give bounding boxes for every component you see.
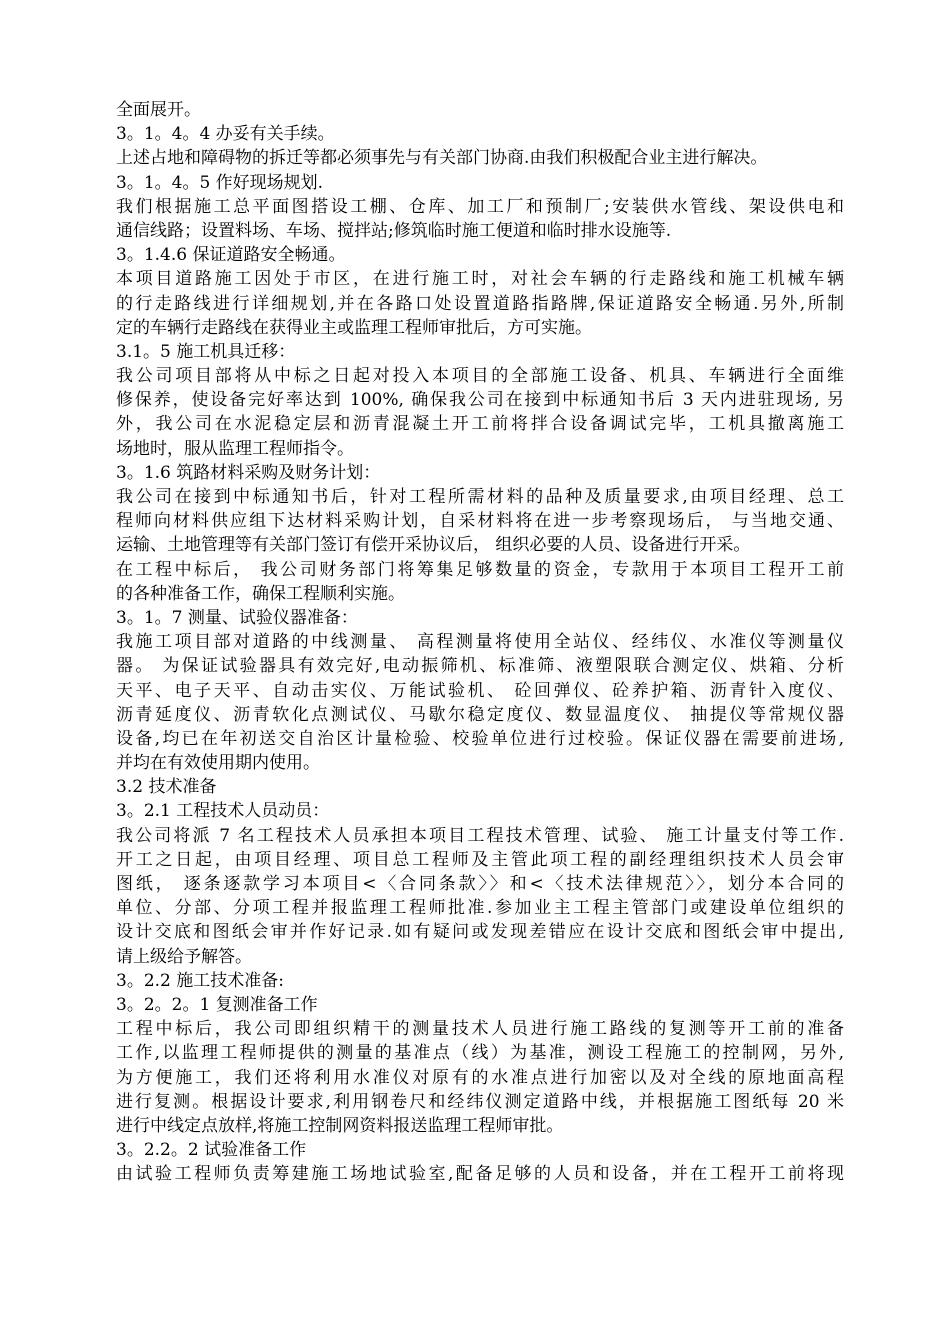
text-line: 修保养，使设备完好率达到 100%, 确保我公司在接到中标通知书后 3 天内进驻现场, 另 [116, 390, 844, 411]
text-line: 3。1。7 测量、试验仪器准备： [116, 607, 358, 628]
text-line: 3。2.1 工程技术人员动员： [116, 801, 330, 822]
text-line: 开工之日起，由项目经理、项目总工程师及主管此项工程的副经理组织技术人员会审 [116, 849, 844, 870]
text-line: 3.2 技术准备 [116, 777, 217, 798]
document-body [116, 98, 844, 1186]
text-line: 为方便施工，我们还将利用水准仪对原有的水准点进行加密以及对全线的原地面高程 [116, 1067, 844, 1088]
text-line: 我公司将派 7 名工程技术人员承担本项目工程技术管理、试验、 施工计量支付等工作. [116, 825, 844, 846]
text-line: 请上级给予解答。 [116, 946, 252, 967]
text-line: 定的车辆行走路线在获得业主或监理工程师审批后，方可实施。 [116, 317, 592, 338]
text-line: 由试验工程师负责筹建施工场地试验室,配备足够的人员和设备，并在工程开工前将现 [116, 1164, 844, 1185]
text-line: 在工程中标后， 我公司财务部门将筹集足够数量的资金，专款用于本项目工程开工前 [116, 559, 844, 580]
text-line: 沥青延度仪、沥青软化点测试仪、马歇尔稳定度仪、数显温度仪、 抽提仪等常规仪器 [116, 704, 844, 725]
text-line: 设备,均已在年初送交自治区计量检验、校验单位进行过校验。保证仪器在需要前进场, [116, 728, 844, 749]
text-line: 图纸， 逐条逐款学习本项目<〈合同条款〉〉和<〈技术法律规范〉〉，划分本合同的 [116, 874, 844, 894]
text-line: 我们根据施工总平面图搭设工棚、仓库、加工厂和预制厂;安装供水管线、架设供电和 [116, 196, 844, 217]
text-line: 器。 为保证试验器具有效完好,电动振筛机、标准筛、液塑限联合测定仪、烘箱、分析 [116, 656, 844, 677]
text-line: 3。2.2 施工技术准备: [116, 970, 284, 991]
text-line: 全面展开。 [116, 100, 201, 120]
text-line: 我公司在接到中标通知书后，针对工程所需材料的品种及质量要求,由项目经理、总工 [116, 487, 844, 507]
text-line: 进行中线定点放样,将施工控制网资料报送监理工程师审批。 [116, 1115, 564, 1136]
text-line: 通信线路；设置料场、车场、搅拌站;修筑临时施工便道和临时排水设施等. [116, 220, 672, 241]
text-line: 外，我公司在水泥稳定层和沥青混凝土开工前将拌合设备调试完毕，工机具撤离施工 [116, 414, 844, 435]
text-line: 设计交底和图纸会审并作好记录.如有疑问或发现差错应在设计交底和图纸会审中提出, [116, 922, 844, 943]
text-line: 场地时，服从监理工程师指令。 [116, 438, 354, 459]
text-line: 3.1。5 施工机具迁移： [116, 341, 296, 362]
text-line: 工作,以监理工程师提供的测量的基准点（线）为基准，测设工程施工的控制网，另外, [116, 1043, 844, 1064]
text-line: 3。1。4。4 办妥有关手续。 [116, 124, 335, 145]
text-line: 单位、分部、分项工程并报监理工程师批准.参加业主工程主管部门或建设单位组织的 [116, 898, 844, 919]
text-line: 天平、电子天平、自动击实仪、万能试验机、 砼回弹仪、砼养护箱、沥青针入度仪、 [116, 680, 844, 701]
text-line: 并均在有效使用期内使用。 [116, 753, 320, 774]
text-line: 3。2.2。2 试验准备工作 [116, 1140, 307, 1161]
text-line: 进行复测。根据设计要求,利用钢卷尺和经纬仪测定道路中线，并根据施工图纸每 20 米 [116, 1091, 844, 1112]
text-line: 程师向材料供应组下达材料采购计划，自采材料将在进一步考察现场后， 与当地交通、 [116, 511, 844, 532]
text-line: 的行走路线进行详细规划,并在各路口处设置道路指路牌,保证道路安全畅通.另外,所制 [116, 293, 844, 314]
text-line: 3。1。4。5 作好现场规划. [116, 172, 324, 193]
text-line: 本项目道路施工因处于市区，在进行施工时，对社会车辆的行走路线和施工机械车辆 [116, 269, 844, 290]
text-line: 工程中标后，我公司即组织精干的测量技术人员进行施工路线的复测等开工前的准备 [116, 1019, 844, 1040]
text-line: 3。1.6 筑路材料采购及财务计划： [116, 462, 381, 483]
text-line: 3。1.4.6 保证道路安全畅通。 [116, 245, 346, 266]
text-line: 的各种准备工作，确保工程顺利实施。 [116, 583, 405, 604]
text-line: 3。2。2。1 复测准备工作 [116, 994, 318, 1015]
text-line: 我公司项目部将从中标之日起对投入本项目的全部施工设备、机具、车辆进行全面维 [116, 366, 844, 387]
text-line: 我施工项目部对道路的中线测量、 高程测量将使用全站仪、经纬仪、水准仪等测量仪 [116, 632, 844, 653]
text-line: 运输、土地管理等有关部门签订有偿开采协议后， 组织必要的人员、设备进行开采。 [116, 535, 751, 556]
text-line: 上述占地和障碍物的拆迁等都必须事先与有关部门协商.由我们积极配合业主进行解决。 [116, 148, 768, 169]
